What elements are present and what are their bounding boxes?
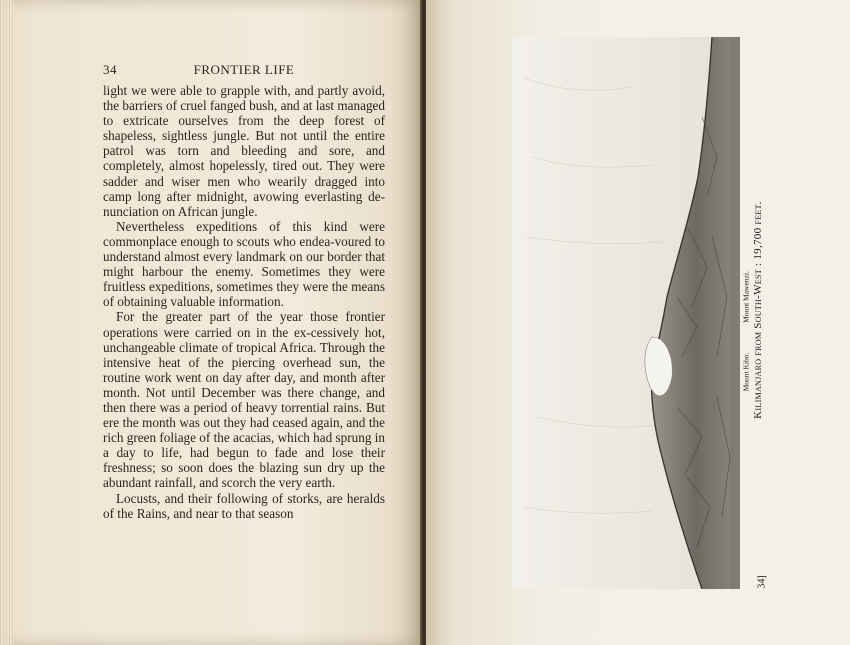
plate-page-reference: 34] [756,575,768,589]
peak-label-kibo: Mount Kibo. [741,352,751,392]
page-number: 34 [103,62,117,77]
paragraph-4: Locusts, and their following of storks, are heralds of the Rains, and near to that season [103,490,385,521]
body-text [103,83,385,521]
paragraph-2: Nevertheless expeditions of this kind were commonplace enough to scouts who endea-voured to understand almost every landmark on our border that might harbour the enemy. Sometimes they were fruitless expeditions, sometimes they were the means of obtaining valuable information. [103,218,385,310]
paragraph-3: For the greater part of the year those frontier operations were carried on in the ex-cessively hot, unchangeable climate of tropical Africa. Through the intensive heat of the piercing overhead sun, the routine work went on day after day, and month after month. Not until December was there change, and then there was a period of heavy torrential rains. But ere the month was out they had ceased again, and the rich green foliage of the acacias, which had sprung in a day to life, had begun to fade and lose their freshness; so soon does the blazing sun dry up the abundant rainfall, and scorch the very earth. [103,309,385,491]
peak-label-mawenzi: Mount Mawenzi. [741,271,751,323]
left-page [0,0,424,645]
running-head [103,62,385,80]
kilimanjaro-plate-illustration [512,37,740,589]
paragraph-1: light we were able to grapple with, and partly avoid, the barriers of cruel fanged bush, and at last managed to extricate ourselves from the deep forest of shapeless, sightless jungle. But not until the entire patrol was torn and bleeding and sore, and completely, almost hopelessly, tired out. They were sadder and wiser men who wearily dragged into camp long after midnight, avowing everlasting de-nunciation on African jungle. [103,83,385,219]
running-title: FRONTIER LIFE [193,62,295,77]
plate-caption: Kilimanjaro from South-West : 19,700 feet. [752,201,764,419]
